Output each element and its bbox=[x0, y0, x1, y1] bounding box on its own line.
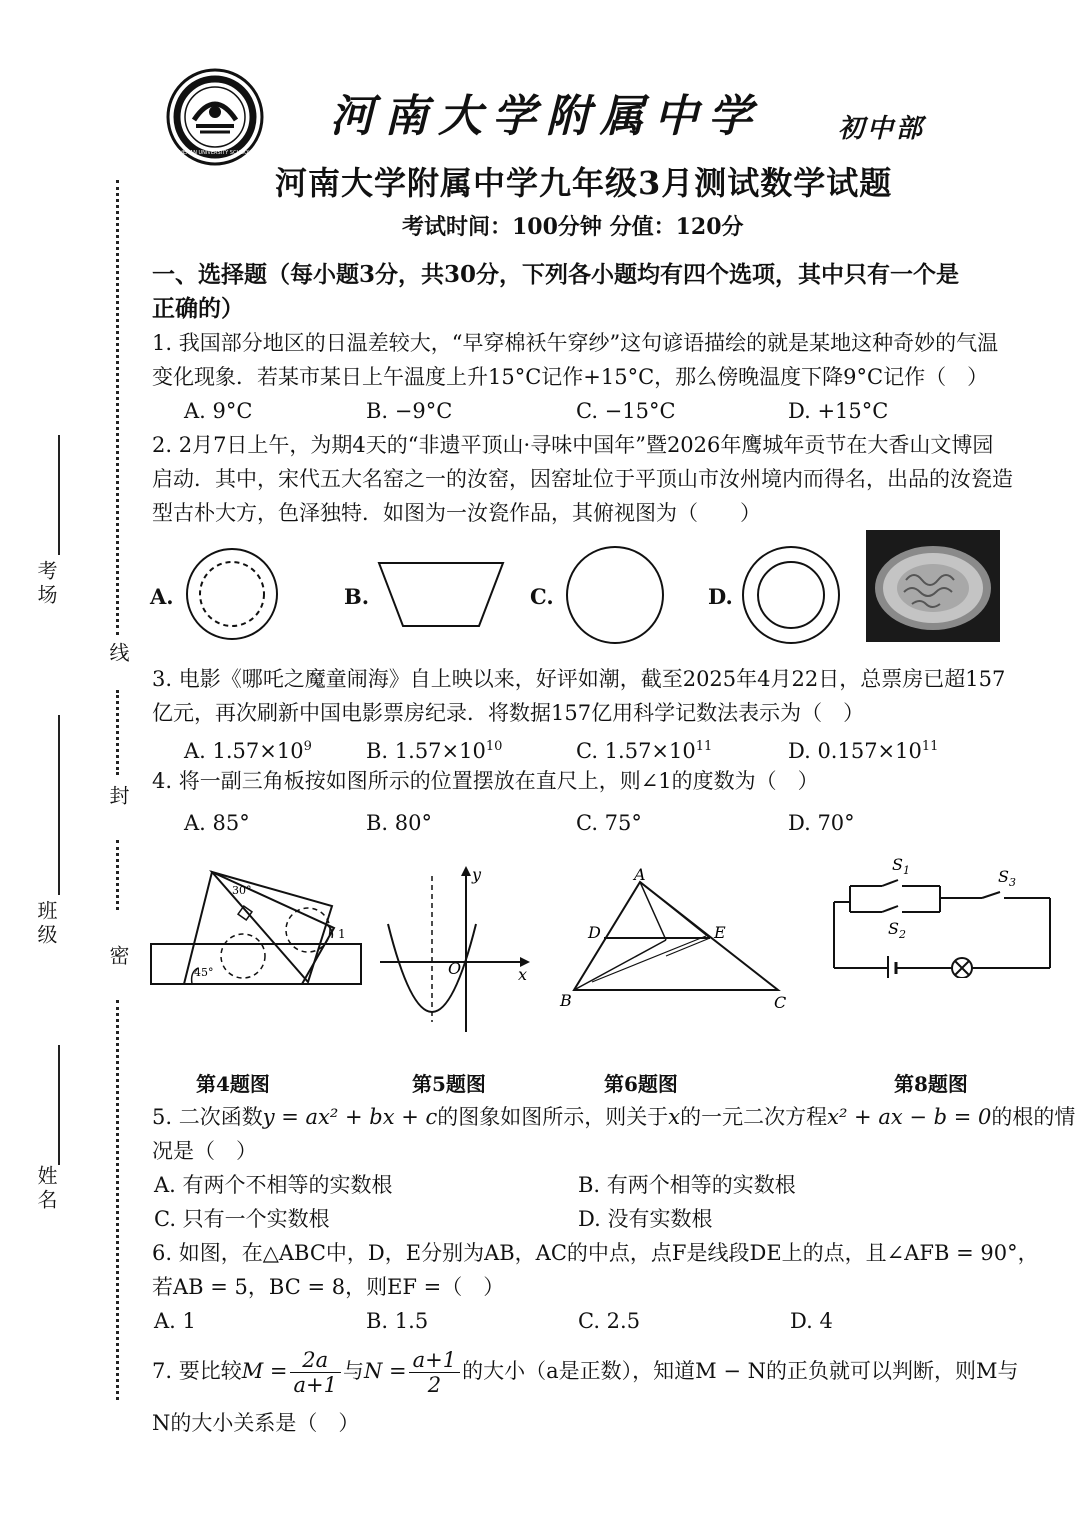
fig8-circuit bbox=[830, 852, 1056, 978]
class-label: 班级 bbox=[34, 900, 58, 948]
fig8-s3-sub: 3 bbox=[1008, 876, 1016, 889]
q6-stem bbox=[152, 1236, 1039, 1304]
q5-function: y = ax² + bx + c bbox=[262, 1105, 438, 1129]
fig4-angle-45: 45° bbox=[194, 966, 214, 979]
ru-porcelain-photo bbox=[866, 530, 1000, 642]
exam-meta: 考试时间：100分钟 分值：120分 bbox=[402, 214, 744, 240]
q6-line1: 6. 如图，在△ABC中，D，E分别为AB，AC的中点，点F是线段DE上的点，且∠AFB = 90°， bbox=[152, 1241, 1039, 1265]
q5-var: x bbox=[668, 1105, 681, 1129]
q2-option-a-figure bbox=[184, 546, 280, 642]
fig8-switch-s2 bbox=[888, 919, 906, 941]
school-name: 河南大学附属中学 bbox=[330, 91, 762, 142]
q5-option-a: A. 有两个不相等的实数根 bbox=[154, 1173, 393, 1197]
q1-line2: 变化现象．若某市某日上午温度上升15°C记作+15°C，那么傍晚温度下降9°C记作（ ） bbox=[152, 365, 989, 389]
q3-option-d-exp: 11 bbox=[921, 739, 939, 754]
q7-n-denominator: 2 bbox=[427, 1373, 442, 1397]
fig6-point-e: E bbox=[714, 923, 726, 942]
q5-prefix: 5. 二次函数 bbox=[152, 1105, 263, 1129]
q1-option-c: C. −15°C bbox=[576, 399, 676, 423]
q2-stem bbox=[152, 428, 1013, 530]
school-seal-icon bbox=[166, 68, 264, 166]
q3-option-b-exp: 10 bbox=[485, 739, 503, 754]
section1-heading-line2: 正确的） bbox=[152, 295, 244, 322]
q5-option-d: D. 没有实数根 bbox=[578, 1207, 713, 1231]
fig5-axis-x: x bbox=[518, 965, 528, 984]
exam-title: 河南大学附属中学九年级3月测试数学试题 bbox=[275, 164, 893, 202]
q1-option-b: B. −9°C bbox=[366, 399, 453, 423]
q6-option-d: D. 4 bbox=[790, 1309, 833, 1333]
seal-word-xian: 线 bbox=[106, 642, 130, 666]
q3-option-c-text: C. 1.57×10 bbox=[576, 739, 696, 763]
q7-line2: N的大小关系是（ ） bbox=[152, 1411, 360, 1435]
fig8-s2-sub: 2 bbox=[898, 928, 906, 941]
q2-option-b-figure bbox=[376, 560, 506, 630]
q2-option-c-figure bbox=[564, 544, 666, 646]
q2-label-c: C. bbox=[530, 584, 554, 609]
fig4-angle-30: 30° bbox=[232, 884, 252, 897]
seal-word-feng: 封 bbox=[106, 785, 130, 809]
fig8-switch-s3 bbox=[998, 867, 1016, 889]
q7-n-numerator: a+1 bbox=[409, 1348, 460, 1373]
fig5-parabola bbox=[380, 862, 540, 1034]
q7-m-numerator: 2a bbox=[290, 1348, 341, 1373]
fig6-vertex-b: B bbox=[560, 991, 572, 1010]
q1-stem bbox=[152, 326, 998, 394]
q6-line2: 若AB = 5，BC = 8，则EF =（ ） bbox=[152, 1275, 505, 1299]
q5-mid2: 的一元二次方程 bbox=[680, 1105, 828, 1129]
q7-stem-line1 bbox=[152, 1346, 1018, 1397]
name-underline bbox=[58, 1045, 60, 1165]
q5-equation: x² + ax − b = 0 bbox=[827, 1105, 992, 1129]
fig8-s1-letter: S bbox=[892, 855, 903, 874]
q6-option-c: C. 2.5 bbox=[578, 1309, 641, 1333]
q2-line1: 2. 2月7日上午，为期4天的“非遗平顶山·寻味中国年”暨2026年鹰城年贡节在大香山文博园 bbox=[152, 433, 994, 457]
q7-n-fraction bbox=[409, 1348, 460, 1397]
q2-label-b: B. bbox=[344, 584, 370, 609]
q4-option-b: B. 80° bbox=[366, 811, 433, 835]
q4-option-d: D. 70° bbox=[788, 811, 855, 835]
q2-label-a: A. bbox=[150, 584, 174, 609]
fig5-axis-y: y bbox=[472, 865, 482, 884]
q3-option-a bbox=[184, 730, 312, 768]
department: 初中部 bbox=[838, 114, 926, 144]
q7-prefix: 7. 要比较 bbox=[152, 1359, 242, 1383]
section1-heading-line1: 一、选择题（每小题3分，共30分，下列各小题均有四个选项，其中只有一个是 bbox=[152, 261, 960, 288]
q7-n: N = bbox=[363, 1359, 407, 1383]
fig6-vertex-c: C bbox=[774, 993, 787, 1012]
q7-m-fraction bbox=[290, 1348, 341, 1397]
fig8-s1-sub: 1 bbox=[902, 864, 910, 877]
q3-option-b bbox=[366, 730, 502, 768]
q7-with: 与 bbox=[342, 1359, 364, 1383]
q4-option-c: C. 75° bbox=[576, 811, 642, 835]
name-label: 姓名 bbox=[34, 1165, 58, 1213]
seal-dotted-line-2 bbox=[116, 690, 119, 775]
fig8-switch-s1 bbox=[892, 855, 910, 877]
q2-label-d: D. bbox=[708, 584, 733, 609]
fig5-origin: O bbox=[448, 959, 462, 978]
school-seal bbox=[166, 68, 264, 166]
fig4-angle-1: 1 bbox=[338, 927, 346, 941]
q5-stem bbox=[152, 1100, 1075, 1168]
q3-option-a-exp: 9 bbox=[303, 739, 312, 754]
q3-option-d-text: D. 0.157×10 bbox=[788, 739, 922, 763]
q1-option-d: D. +15°C bbox=[788, 399, 889, 423]
q6-option-a: A. 1 bbox=[154, 1309, 196, 1333]
class-underline bbox=[58, 715, 60, 895]
q5-option-c: C. 只有一个实数根 bbox=[154, 1207, 330, 1231]
fig8-caption: 第8题图 bbox=[894, 1072, 968, 1096]
seal-dotted-line-3 bbox=[116, 840, 119, 910]
q7-m-denominator: a+1 bbox=[293, 1373, 337, 1397]
fig8-s3-letter: S bbox=[998, 867, 1009, 886]
seal-dotted-line-top bbox=[116, 180, 119, 635]
q4-option-a: A. 85° bbox=[184, 811, 250, 835]
q2-line3: 型古朴大方，色泽独特．如图为一汝瓷作品，其俯视图为（ ） bbox=[152, 501, 761, 525]
fig6-triangle-abc bbox=[556, 862, 796, 1014]
q3-line2: 亿元，再次刷新中国电影票房纪录．将数据157亿用科学记数法表示为（ ） bbox=[152, 701, 865, 725]
fig4-triangles-on-ruler bbox=[148, 866, 364, 990]
seal-word-mi: 密 bbox=[106, 945, 130, 969]
fig6-caption: 第6题图 bbox=[604, 1072, 678, 1096]
q3-option-b-text: B. 1.57×10 bbox=[366, 739, 486, 763]
q5-option-b: B. 有两个相等的实数根 bbox=[578, 1173, 796, 1197]
svg-text:HENAN UNIVERSITY SCHOOL: HENAN UNIVERSITY SCHOOL bbox=[179, 150, 251, 156]
q3-option-c-exp: 11 bbox=[695, 739, 713, 754]
q5-suffix: 的根的情 bbox=[991, 1105, 1076, 1129]
fig8-s2-letter: S bbox=[888, 919, 899, 938]
seal-dotted-line-bottom bbox=[116, 1000, 119, 1400]
q5-mid: 的图象如图所示，则关于 bbox=[437, 1105, 669, 1129]
q3-stem bbox=[152, 662, 1005, 730]
fig6-vertex-a: A bbox=[634, 865, 646, 884]
exam-room-label: 考场 bbox=[34, 560, 58, 608]
section1-heading bbox=[152, 258, 959, 326]
q5-line1 bbox=[152, 1100, 1075, 1134]
q3-option-a-text: A. 1.57×10 bbox=[184, 739, 304, 763]
q7-suffix: 的大小（a是正数），知道M − N的正负就可以判断，则M与 bbox=[462, 1359, 1019, 1383]
exam-room-underline bbox=[58, 435, 60, 555]
q4-stem: 4. 将一副三角板按如图所示的位置摆放在直尺上，则∠1的度数为（ ） bbox=[152, 769, 819, 793]
q1-option-a: A. 9°C bbox=[184, 399, 253, 423]
q6-option-b: B. 1.5 bbox=[366, 1309, 429, 1333]
fig5-caption: 第5题图 bbox=[412, 1072, 486, 1096]
q2-option-d-figure bbox=[740, 544, 842, 646]
q3-option-d bbox=[788, 730, 938, 768]
fig4-caption: 第4题图 bbox=[196, 1072, 270, 1096]
q7-m: M = bbox=[241, 1359, 288, 1383]
q5-line2: 况是（ ） bbox=[152, 1139, 257, 1163]
fig6-point-d: D bbox=[588, 923, 601, 942]
q3-line1: 3. 电影《哪吒之魔童闹海》自上映以来，好评如潮，截至2025年4月22日，总票房已超157 bbox=[152, 667, 1006, 691]
q1-line1: 1. 我国部分地区的日温差较大，“早穿棉袄午穿纱”这句谚语描绘的就是某地这种奇妙的气温 bbox=[152, 331, 999, 355]
q3-option-c bbox=[576, 730, 712, 768]
q2-line2: 启动．其中，宋代五大名窑之一的汝窑，因窑址位于平顶山市汝州境内而得名，出品的汝瓷造 bbox=[152, 467, 1013, 491]
